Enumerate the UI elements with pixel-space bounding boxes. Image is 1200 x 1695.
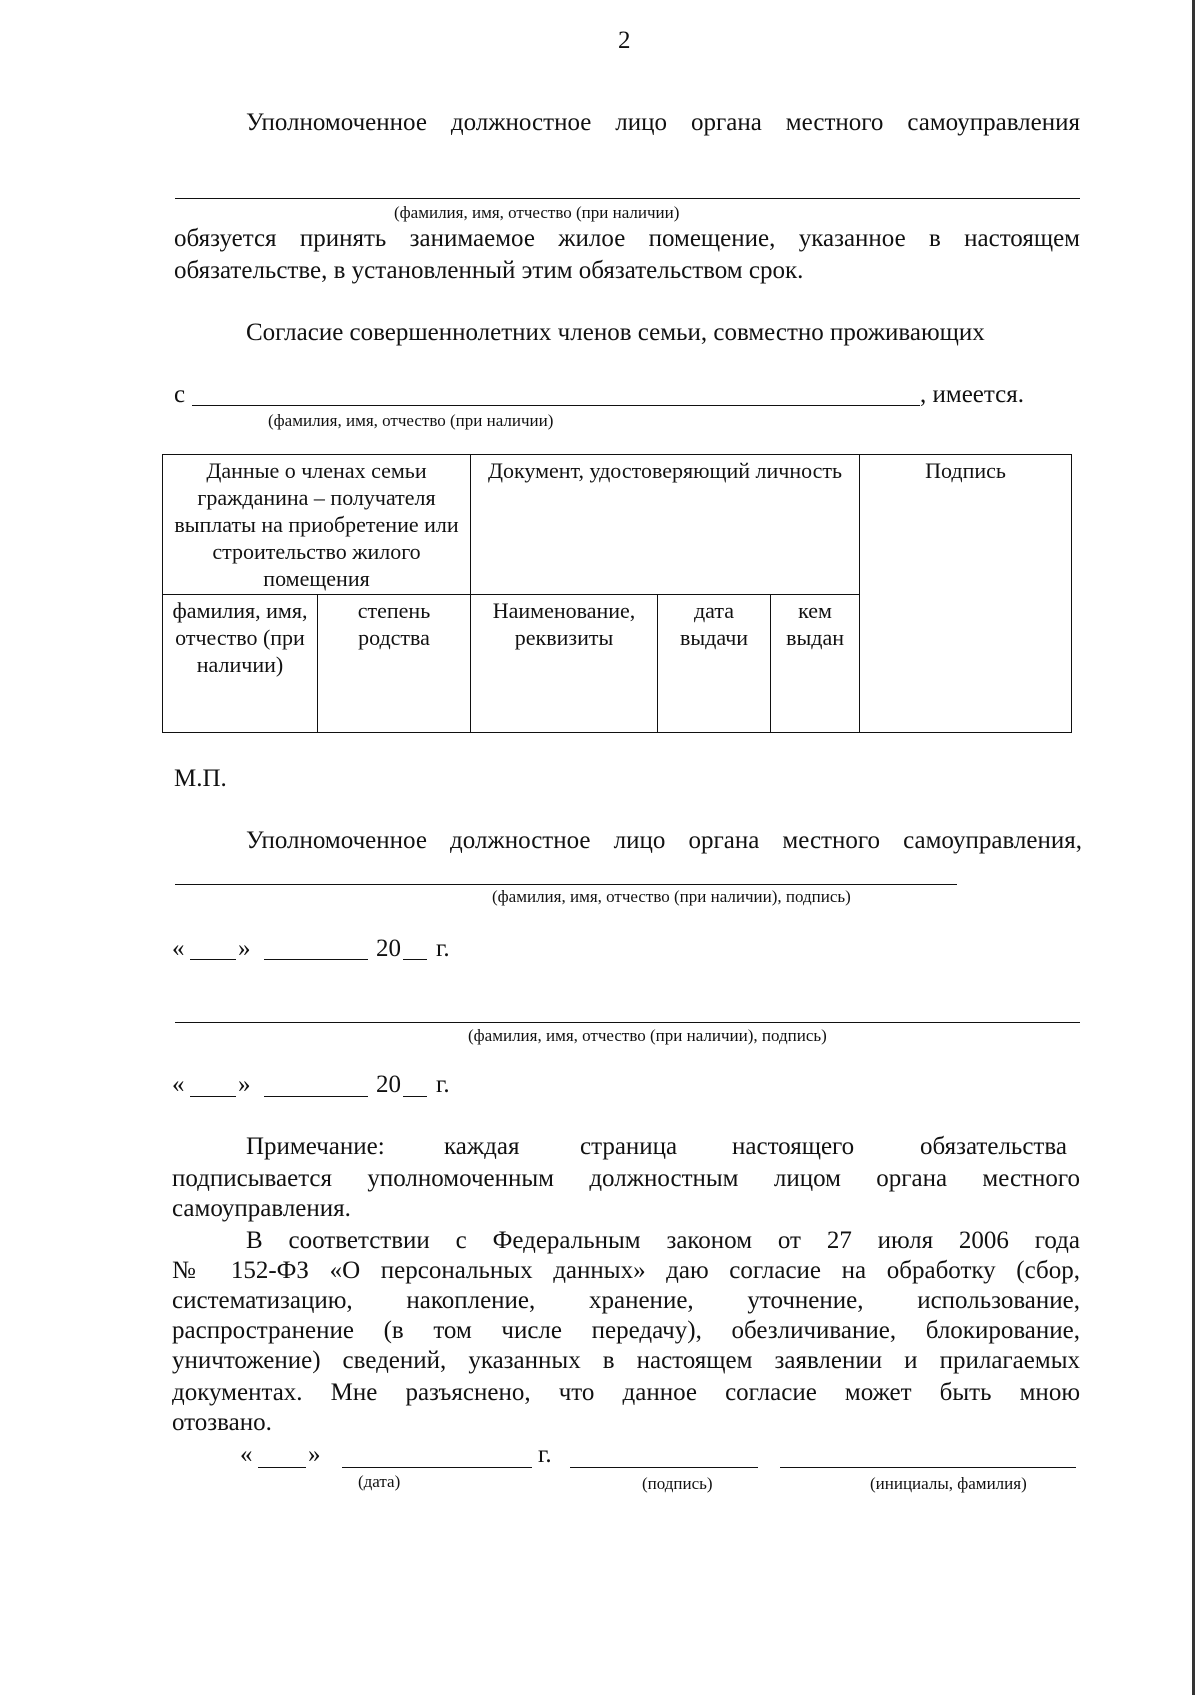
date2-month-line bbox=[264, 1096, 368, 1097]
pd-consent-line-6: документах. Мне разъяснено, что данное согласие может быть мною bbox=[172, 1379, 1080, 1406]
note-word-3: страница bbox=[580, 1133, 678, 1160]
col-issued-by: кем выдан bbox=[771, 595, 860, 733]
consent-suffix: , имеется. bbox=[920, 381, 1024, 408]
date2-day-line bbox=[190, 1096, 236, 1097]
pd-consent-line-3: систематизацию, накопление, хранение, уточнение, использование, bbox=[172, 1287, 1080, 1314]
official-heading: Уполномоченное должностное лицо органа местного самоуправления bbox=[246, 109, 1080, 136]
family-members-table bbox=[162, 454, 1072, 733]
final-signature-line bbox=[570, 1467, 758, 1468]
consent-heading: Согласие совершеннолетних членов семьи, совместно проживающих bbox=[246, 319, 985, 346]
pd-consent-line-1: В соответствии с Федеральным законом от 27 июля 2006 года bbox=[246, 1227, 1080, 1254]
official2-caption: (фамилия, имя, отчество (при наличии), подпись) bbox=[492, 887, 851, 906]
stamp-place: М.П. bbox=[174, 765, 227, 792]
page-number: 2 bbox=[618, 27, 631, 54]
official2-sign-line bbox=[175, 884, 957, 885]
official2-heading: Уполномоченное должностное лицо органа местного самоуправления, bbox=[246, 827, 1082, 854]
consent-fio-line bbox=[192, 405, 920, 406]
header-signature: Подпись bbox=[860, 455, 1072, 733]
scan-edge bbox=[1192, 0, 1195, 1695]
final-date-caption: (дата) bbox=[358, 1472, 401, 1491]
date1-year-prefix: 20 bbox=[376, 935, 401, 962]
date1-year-suffix: г. bbox=[436, 935, 450, 962]
date2-open-quote: « bbox=[172, 1071, 185, 1098]
final-initials-caption: (инициалы, фамилия) bbox=[870, 1474, 1027, 1493]
date1-day-line bbox=[190, 959, 236, 960]
date2-close-quote: » bbox=[238, 1071, 251, 1098]
note-line-3: самоуправления. bbox=[172, 1195, 351, 1222]
final-year-suffix: г. bbox=[538, 1441, 552, 1468]
official-fio-caption: (фамилия, имя, отчество (при наличии) bbox=[394, 203, 680, 222]
col-fio: фамилия, имя, отчество (при наличии) bbox=[163, 595, 318, 733]
final-day-line bbox=[258, 1467, 306, 1468]
obligation-line-1: обязуется принять занимаемое жилое помещение, указанное в настоящем bbox=[174, 225, 1080, 252]
header-identity-document: Документ, удостоверяющий личность bbox=[471, 455, 860, 595]
note-word-2: каждая bbox=[444, 1133, 520, 1160]
final-open-quote: « bbox=[240, 1441, 253, 1468]
pd-consent-line-4: распространение (в том числе передачу), обезличивание, блокирование, bbox=[172, 1317, 1080, 1344]
final-date-line bbox=[342, 1467, 532, 1468]
consent-prefix: с bbox=[174, 381, 186, 408]
pd-consent-line-5: уничтожение) сведений, указанных в настоящем заявлении и прилагаемых bbox=[172, 1347, 1080, 1374]
obligation-line-2: обязательстве, в установленный этим обязательством срок. bbox=[174, 257, 804, 284]
consent-fio-caption: (фамилия, имя, отчество (при наличии) bbox=[268, 411, 554, 430]
date1-year-line bbox=[403, 959, 427, 960]
col-doc-name: Наименование, реквизиты bbox=[471, 595, 658, 733]
date2-year-suffix: г. bbox=[436, 1071, 450, 1098]
note-line-2: подписывается уполномоченным должностным лицом органа местного bbox=[172, 1165, 1080, 1192]
date1-open-quote: « bbox=[172, 935, 185, 962]
note-word-5: обязательства bbox=[920, 1133, 1067, 1160]
official-fio-line bbox=[175, 198, 1080, 199]
date2-year-line bbox=[403, 1096, 427, 1097]
pd-consent-line-7: отозвано. bbox=[172, 1409, 272, 1436]
final-signature-caption: (подпись) bbox=[642, 1474, 713, 1493]
final-close-quote: » bbox=[308, 1441, 321, 1468]
date1-close-quote: » bbox=[238, 935, 251, 962]
col-issue-date: дата выдачи bbox=[658, 595, 771, 733]
date2-year-prefix: 20 bbox=[376, 1071, 401, 1098]
final-initials-line bbox=[780, 1467, 1076, 1468]
signer2-line bbox=[175, 1022, 1080, 1023]
note-word-4: настоящего bbox=[732, 1133, 855, 1160]
header-family-data: Данные о членах семьи гражданина – получателя выплаты на приобретение или строительство жилого помещения bbox=[163, 455, 471, 595]
signer2-caption: (фамилия, имя, отчество (при наличии), подпись) bbox=[468, 1026, 827, 1045]
date1-month-line bbox=[264, 959, 368, 960]
note-label: Примечание: bbox=[246, 1133, 385, 1160]
col-relation: степень родства bbox=[318, 595, 471, 733]
pd-consent-line-2: № 152-ФЗ «О персональных данных» даю согласие на обработку (сбор, bbox=[172, 1257, 1080, 1284]
